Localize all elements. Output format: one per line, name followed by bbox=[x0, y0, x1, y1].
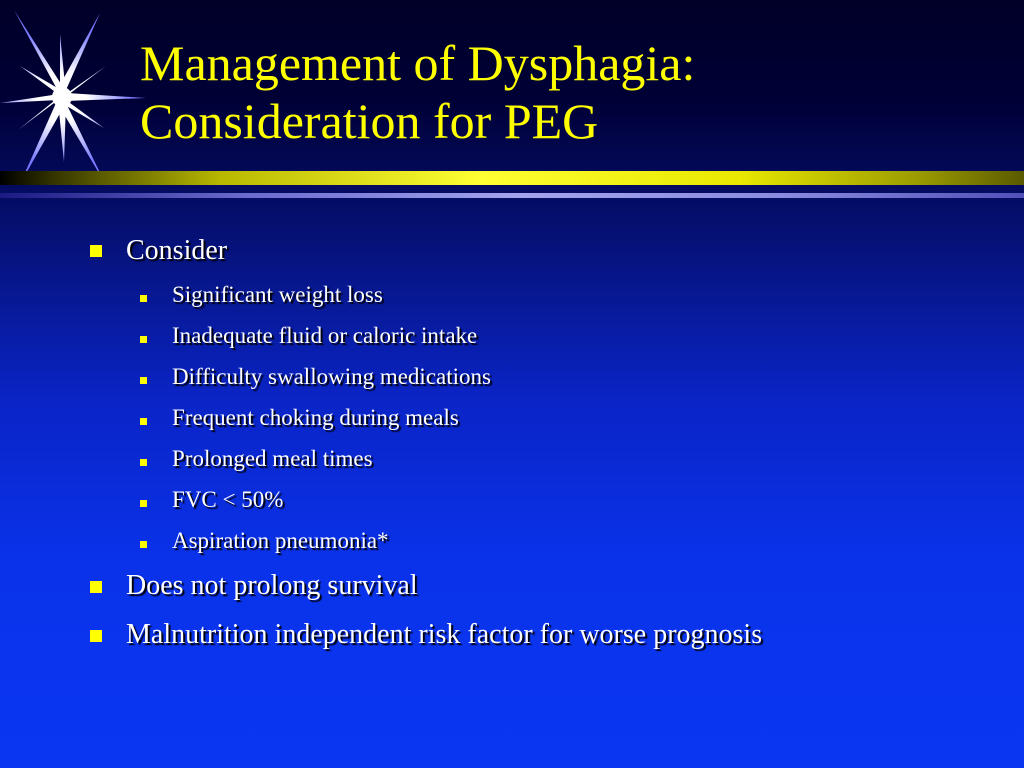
square-bullet-icon bbox=[90, 245, 102, 257]
subitem-swallowing-medications: Difficulty swallowing medications bbox=[172, 364, 491, 389]
title-line-1: Management of Dysphagia: bbox=[140, 35, 696, 91]
square-bullet-icon bbox=[90, 581, 102, 593]
subitem-weight-loss: Significant weight loss bbox=[172, 282, 383, 307]
subitem-aspiration-pneumonia: Aspiration pneumonia* bbox=[172, 528, 389, 553]
subitem-meal-times: Prolonged meal times bbox=[172, 446, 373, 471]
square-bullet-icon bbox=[140, 336, 147, 343]
square-bullet-icon bbox=[140, 459, 147, 466]
bullet-consider: Consider bbox=[126, 235, 228, 266]
subitem-fvc: FVC < 50% bbox=[172, 487, 284, 512]
subitem-fluid-intake: Inadequate fluid or caloric intake bbox=[172, 323, 478, 348]
square-bullet-icon bbox=[140, 500, 147, 507]
title-line-2: Consideration for PEG bbox=[140, 93, 599, 149]
square-bullet-icon bbox=[140, 418, 147, 425]
bullet-survival: Does not prolong survival bbox=[126, 570, 418, 601]
square-bullet-icon bbox=[140, 377, 147, 384]
bullet-malnutrition: Malnutrition independent risk factor for worse prognosis bbox=[126, 619, 763, 650]
square-bullet-icon bbox=[90, 630, 102, 642]
square-bullet-icon bbox=[140, 541, 147, 548]
subitem-choking: Frequent choking during meals bbox=[172, 405, 459, 430]
square-bullet-icon bbox=[140, 295, 147, 302]
